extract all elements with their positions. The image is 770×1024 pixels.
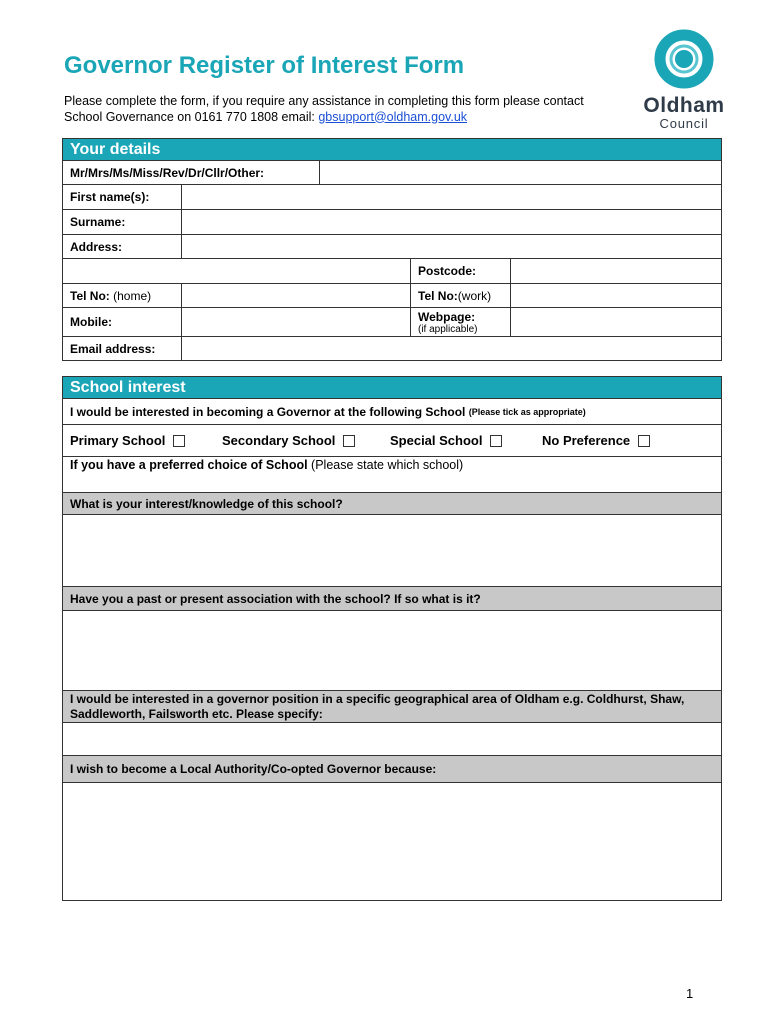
logo-name: Oldham — [643, 94, 725, 117]
surname-row — [63, 210, 721, 235]
tel-home-suffix: (home) — [113, 288, 152, 303]
school-interest-heading: School interest — [63, 377, 721, 399]
webpage-field[interactable] — [511, 308, 721, 336]
webpage-note: (if applicable) — [418, 323, 478, 335]
tel-home-label — [63, 284, 182, 307]
email-link[interactable]: gbsupport@oldham.gov.uk — [318, 109, 468, 124]
webpage-label-text: Webpage: — [418, 309, 476, 324]
postcode-label: Postcode: — [411, 259, 511, 283]
secondary-checkbox[interactable] — [343, 435, 355, 447]
tel-work-label-text: Tel No: — [418, 288, 458, 303]
address-continued-field[interactable] — [63, 259, 411, 283]
oldham-council-logo — [634, 28, 734, 132]
option-secondary-label: Secondary School — [222, 433, 336, 448]
tel-work-suffix: (work) — [457, 288, 492, 303]
logo-ring-icon — [653, 28, 715, 90]
first-name-label: First name(s): — [63, 185, 182, 209]
interest-text: I would be interested in becoming a Governor at the following School — [70, 404, 466, 419]
association-question: Have you a past or present association with the school? If so what is it? — [63, 587, 721, 611]
association-answer-field[interactable] — [63, 611, 721, 691]
tel-home-label-text: Tel No: — [70, 288, 110, 303]
preferred-label: If you have a preferred choice of School — [70, 458, 308, 472]
school-interest-section — [62, 376, 722, 901]
surname-label: Surname: — [63, 210, 182, 234]
tel-work-field[interactable] — [511, 284, 721, 307]
address-row — [63, 235, 721, 259]
preferred-school-field[interactable] — [63, 457, 721, 493]
tel-work-label — [411, 284, 511, 307]
page-number: 1 — [686, 986, 694, 1001]
geography-question: I would be interested in a governor position in a specific geographical area of Oldham e.g. Coldhurst, Shaw, Saddleworth, Failsworth etc. Please specify: — [63, 691, 721, 723]
interest-note: (Please tick as appropriate) — [468, 406, 586, 417]
tel-row — [63, 284, 721, 308]
option-no-preference[interactable] — [542, 433, 650, 448]
no-preference-checkbox[interactable] — [638, 435, 650, 447]
form-title: Governor Register of Interest Form — [64, 52, 465, 79]
first-name-row — [63, 185, 721, 210]
option-primary-label: Primary School — [70, 433, 166, 448]
address-field[interactable] — [182, 235, 721, 258]
intro-text — [64, 94, 624, 125]
your-details-section — [62, 138, 722, 361]
webpage-label — [411, 308, 511, 336]
address-label: Address: — [63, 235, 182, 258]
option-no-preference-label: No Preference — [542, 433, 631, 448]
title-label: Mr/Mrs/Ms/Miss/Rev/Dr/Cllr/Other: — [63, 161, 320, 184]
mobile-label: Mobile: — [63, 308, 182, 336]
reason-answer-field[interactable] — [63, 783, 721, 901]
preferred-note: (Please state which school) — [311, 458, 464, 472]
title-field[interactable] — [320, 161, 721, 184]
mobile-row — [63, 308, 721, 337]
geography-answer-field[interactable] — [63, 723, 721, 756]
option-special-label: Special School — [390, 433, 483, 448]
surname-field[interactable] — [182, 210, 721, 234]
intro-body: Please complete the form, if you require any assistance in completing this form please contact School Governance on 0161 770 1808 email: — [64, 94, 584, 124]
school-type-options — [63, 425, 721, 457]
option-special[interactable] — [390, 433, 542, 448]
email-row — [63, 337, 721, 361]
first-name-field[interactable] — [182, 185, 721, 209]
logo-subtitle: Council — [659, 116, 709, 131]
interest-row — [63, 399, 721, 425]
tel-home-field[interactable] — [182, 284, 411, 307]
option-primary[interactable] — [70, 433, 222, 448]
your-details-heading: Your details — [63, 139, 721, 161]
reason-question: I wish to become a Local Authority/Co-opted Governor because: — [63, 756, 721, 783]
knowledge-answer-field[interactable] — [63, 515, 721, 587]
mobile-field[interactable] — [182, 308, 411, 336]
knowledge-question: What is your interest/knowledge of this school? — [63, 493, 721, 515]
postcode-field[interactable] — [511, 259, 721, 283]
option-secondary[interactable] — [222, 433, 390, 448]
postcode-row — [63, 259, 721, 284]
title-row — [63, 161, 721, 185]
email-label: Email address: — [63, 337, 182, 360]
email-field[interactable] — [182, 337, 721, 360]
special-checkbox[interactable] — [490, 435, 502, 447]
primary-checkbox[interactable] — [173, 435, 185, 447]
interest-text-cell — [63, 399, 721, 424]
